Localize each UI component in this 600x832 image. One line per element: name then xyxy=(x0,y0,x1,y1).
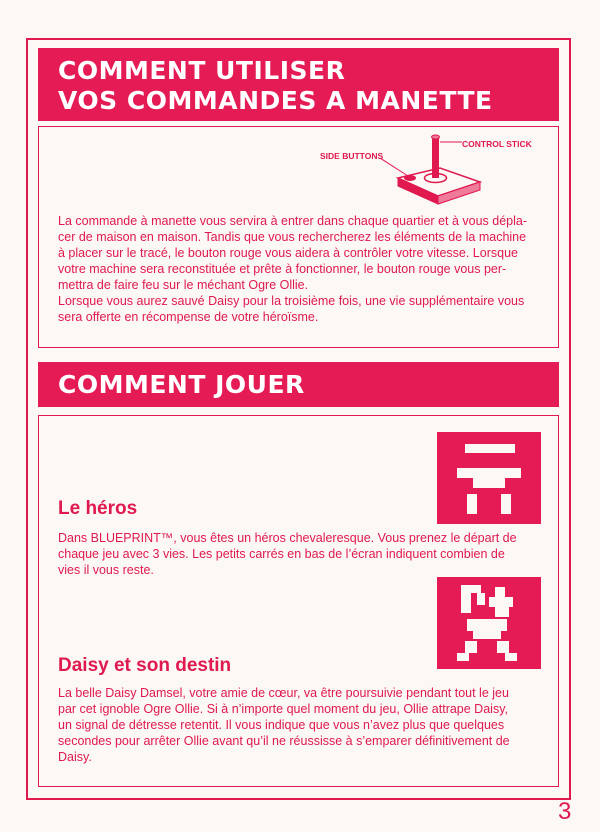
paragraph-line: vies il vous reste. xyxy=(58,563,154,577)
side-buttons-label: SIDE BUTTONS xyxy=(320,151,384,161)
daisy-pixel-illustration xyxy=(437,577,541,669)
paragraph-line: Daisy. xyxy=(58,750,92,764)
paragraph-line: un signal de détresse retentit. Il vous indique que vous n’avez plus que quelques xyxy=(58,718,505,732)
paragraph-line: par cet ignoble Ogre Ollie. Si à n’importe quel moment du jeu, Ollie attrape Daisy, xyxy=(58,702,508,716)
section-banner-controller xyxy=(38,48,559,121)
daisy-heading: Daisy et son destin xyxy=(58,655,232,676)
paragraph-line: cer de maison en maison. Tandis que vous rechercherez les éléments de la machine xyxy=(58,230,527,244)
paragraph-line: sera offerte en récompense de votre héroïsme. xyxy=(58,310,319,324)
paragraph-line: La commande à manette vous servira à entrer dans chaque quartier et à vous dépla- xyxy=(58,214,528,228)
section-banner-how-to-play xyxy=(38,362,559,407)
hero-heading: Le héros xyxy=(58,498,138,519)
paragraph-line: secondes pour arrêter Ollie avant qu’il ne réussisse à s’emparer définitivement de xyxy=(58,734,510,748)
paragraph-line: votre machine sera reconstituée et prête à fonctionner, le bouton rouge vous per- xyxy=(58,262,507,276)
controller-paragraph xyxy=(58,213,544,325)
paragraph-line: à placer sur le tracé, le bouton rouge vous aidera à contrôler votre vitesse. Lorsque xyxy=(58,246,518,260)
paragraph-line: chaque jeu avec 3 vies. Les petits carrés en bas de l’écran indiquent combien de xyxy=(58,547,505,561)
hero-pixel-illustration xyxy=(437,432,541,524)
paragraph-line: mettra de faire feu sur le méchant Ogre Ollie. xyxy=(58,278,309,292)
banner-title-line-1: COMMENT UTILISER xyxy=(58,56,346,85)
paragraph-line: Lorsque vous aurez sauvé Daisy pour la troisième fois, une vie supplémentaire vous xyxy=(58,294,525,308)
banner-title-line-2: VOS COMMANDES A MANETTE xyxy=(58,86,493,115)
page-number: 3 xyxy=(558,798,572,825)
paragraph-line: Dans BLUEPRINT™, vous êtes un héros chevaleresque. Vous prenez le départ de xyxy=(58,531,517,545)
control-stick-label: CONTROL STICK xyxy=(462,139,532,149)
banner-title: COMMENT JOUER xyxy=(58,370,305,399)
hero-paragraph xyxy=(58,530,546,578)
daisy-paragraph xyxy=(58,685,548,765)
paragraph-line: La belle Daisy Damsel, votre amie de cœur, va être poursuivie pendant tout le jeu xyxy=(58,686,509,700)
